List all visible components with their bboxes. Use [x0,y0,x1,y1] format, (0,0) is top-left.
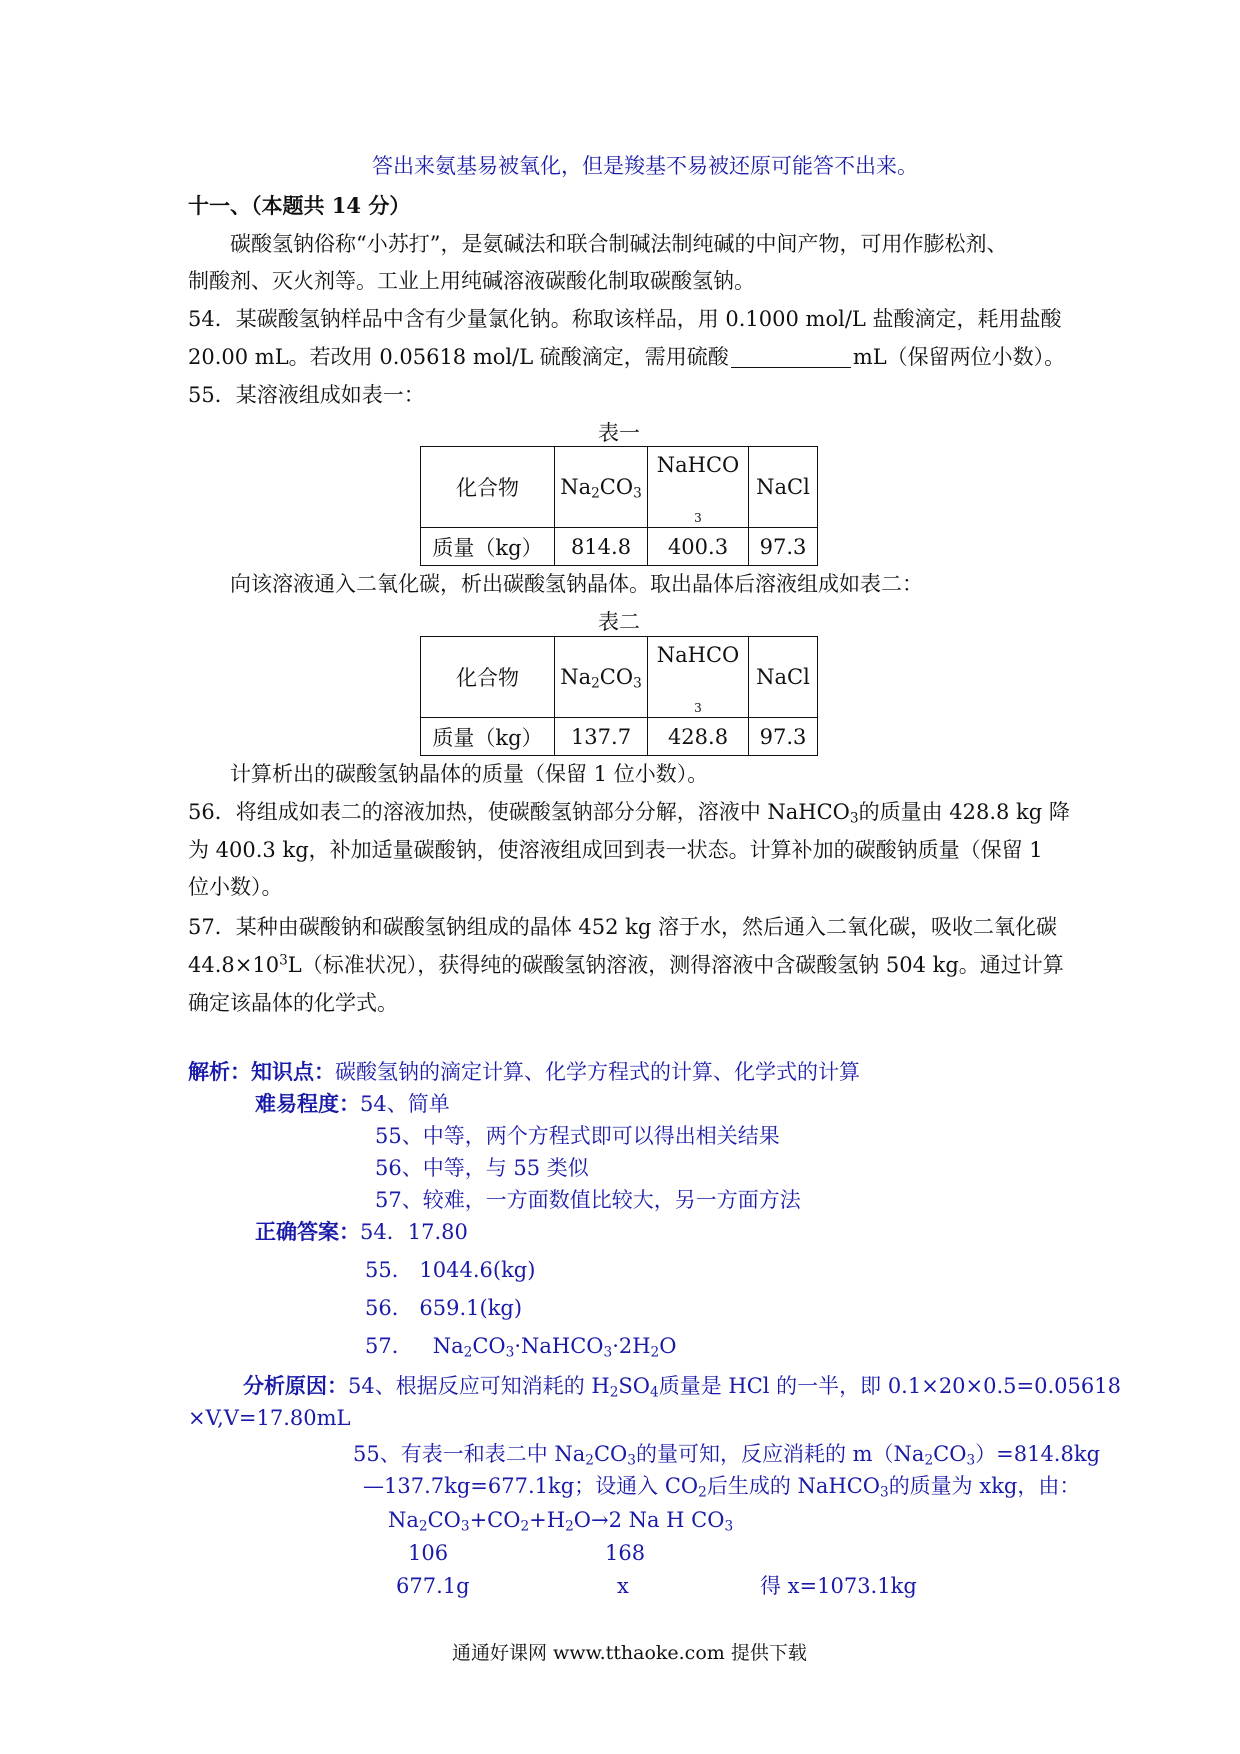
table2-header-nacl: NaCl [749,637,818,718]
q56-line-1: 56．将组成如表二的溶液加热，使碳酸氢钠部分分解，溶液中 NaHCO$_3$的质量由 428.8 kg 降 [188,800,1070,827]
q57-line-2: $44.8\times 10^3L$（标准状况），获得纯的碳酸氢钠溶液，测得溶液中含碳酸氢钠 504 kg。通过计算 [188,952,1064,977]
table2-cell: 137.7 [555,718,648,756]
reaction-equation: $Na_2CO_3+CO_2+H_2O\to 2$ Na H $CO_3$ [388,1508,734,1535]
equation-molar-mass-2: 168 [605,1541,646,1565]
table1-header-na2co3: $Na_2CO_3$ [555,447,648,528]
footer-text: 通通好课网 www.tthaoke.com 提供下载 [452,1642,807,1664]
q56-line-2: 为 400.3 kg，补加适量碳酸钠，使溶液组成回到表一状态。计算补加的碳酸钠质量（保留 1 [188,838,1043,862]
q57-line-3: 确定该晶体的化学式。 [188,991,398,1015]
equation-molar-mass-1: 106 [408,1541,449,1565]
reason-55-line-1: 55、有表一和表二中 $Na_2CO_3$的量可知，反应消耗的 $m(Na_2CO_3)=814.8kg$ [353,1442,1101,1469]
difficulty-56: 56、中等，与 55 类似 [375,1156,589,1180]
table2-row-label: 质量（kg） [421,718,555,756]
table-1 [420,446,818,566]
q57-line-1: 57．某种由碳酸钠和碳酸氢钠组成的晶体 452 kg 溶于水，然后通入二氧化碳，吸收二氧化碳 [188,915,1057,939]
table-2 [420,636,818,756]
reason-55-line-2: —137.7kg=677.1kg；设通入 $CO_2$后生成的 NaHCO$_3$的质量为 xkg，由： [363,1474,1081,1501]
answer-blank [731,347,851,368]
q56-line-3: 位小数）。 [188,875,283,899]
q54-line-1: 54．某碳酸氢钠样品中含有少量氯化钠。称取该样品，用 0.1000 mol/L 盐酸滴定，耗用盐酸 [188,307,1062,331]
equation-result: 得 x=1073.1kg [760,1574,917,1598]
table2-cell: 97.3 [749,718,818,756]
intro-line-1: 碳酸氢钠俗称“小苏打”，是氨碱法和联合制碱法制纯碱的中间产物，可用作膨松剂、 [230,232,1008,256]
table1-cell: 400.3 [648,528,749,566]
table1-header-nahco3: NaHCO 3 [648,447,749,528]
table2-header-compound: 化合物 [421,637,555,718]
answer-54-line: 正确答案：54．17.80 [255,1219,468,1244]
analysis-knowledge-line: 解析：知识点：碳酸氢钠的滴定计算、化学方程式的计算、化学式的计算 [188,1059,860,1084]
difficulty-57: 57、较难，一方面数值比较大，另一方面方法 [375,1188,801,1212]
answer-56: 56． 659.1(kg) [365,1296,523,1320]
answer-57: 57． $Na_2CO_3\cdot NaHCO_3\cdot 2H_2O$ [365,1334,677,1361]
difficulty-55: 55、中等，两个方程式即可以得出相关结果 [375,1124,780,1148]
table1-caption: 表一 [598,421,640,445]
q55-line-1: 55．某溶液组成如表一： [188,383,425,407]
reason-54-line-1: 分析原因：54、根据反应可知消耗的 $H_2SO_4$质量是 HCl 的一半，即 0.1×20×0.5=0.05618 [243,1373,1121,1401]
table1-row-label: 质量（kg） [421,528,555,566]
table2-header-nahco3: NaHCO 3 [648,637,749,718]
table2-cell: 428.8 [648,718,749,756]
section-title: 十一、（本题共 14 分） [188,193,411,218]
table1-cell: 814.8 [555,528,648,566]
table1-header-nacl: NaCl [749,447,818,528]
equation-value-1: 677.1g [396,1574,470,1598]
intro-line-2: 制酸剂、灭火剂等。工业上用纯碱溶液碳酸化制取碳酸氢钠。 [188,269,755,293]
q54-line-2: 20.00 mL。若改用 0.05618 mol/L 硫酸滴定，需用硫酸 mL（保留两位小数）。 [188,345,1066,369]
top-note: 答出来氨基易被氧化，但是羧基不易被还原可能答不出来。 [372,154,918,178]
reason-54-line-2: ×V,V=17.80mL [188,1406,351,1430]
q55-end: 计算析出的碳酸氢钠晶体的质量（保留 1 位小数）。 [230,762,709,786]
table2-caption: 表二 [598,610,640,634]
equation-value-2: x [617,1574,629,1598]
q55-middle: 向该溶液通入二氧化碳，析出碳酸氢钠晶体。取出晶体后溶液组成如表二： [230,572,923,596]
table1-cell: 97.3 [749,528,818,566]
table2-header-na2co3: $Na_2CO_3$ [555,637,648,718]
analysis-difficulty-line: 难易程度：54、简单 [255,1091,450,1116]
answer-55: 55． 1044.6(kg) [365,1258,536,1282]
table1-header-compound: 化合物 [421,447,555,528]
